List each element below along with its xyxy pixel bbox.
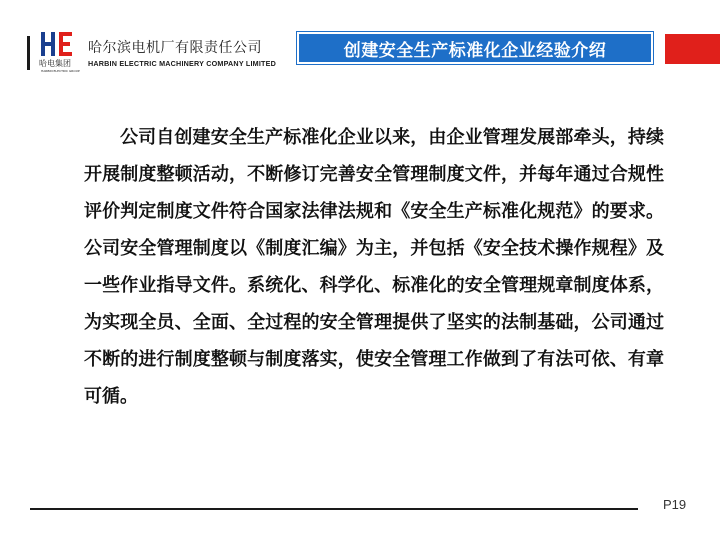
logo-divider-bar	[27, 36, 30, 70]
footer-divider	[30, 508, 638, 510]
logo-text-cn: 哈电集团	[39, 59, 71, 68]
harbin-electric-logo-icon	[41, 32, 73, 56]
company-name-cn: 哈尔滨电机厂有限责任公司	[88, 40, 262, 56]
company-name-en: HARBIN ELECTRIC MACHINERY COMPANY LIMITED	[88, 59, 277, 68]
slide-header	[0, 0, 720, 80]
body-paragraph: 公司自创建安全生产标准化企业以来，由企业管理发展部牵头，持续开展制度整顿活动，不断修订完善安全管理制度文件，并每年通过合规性评价判定制度文件符合国家法律法规和《安全生产标准化规范》的要求。公司安全管理制度以《制度汇编》为主，并包括《安全技术操作规程》及一些作业指导文件。系统化、科学化、标准化的安全管理规章制度体系，为实现全员、全面、全过程的安全管理提供了坚实的法制基础，公司通过不断的进行制度整顿与制度落实，使安全管理工作做到了有法可依、有章可循。	[84, 127, 664, 407]
red-accent-block	[665, 34, 720, 64]
logo-text-en: HARBIN ELECTRIC GROUP	[41, 69, 80, 73]
page-number: P19	[663, 497, 687, 512]
slide-title: 创建安全生产标准化企业经验介绍	[299, 34, 651, 62]
